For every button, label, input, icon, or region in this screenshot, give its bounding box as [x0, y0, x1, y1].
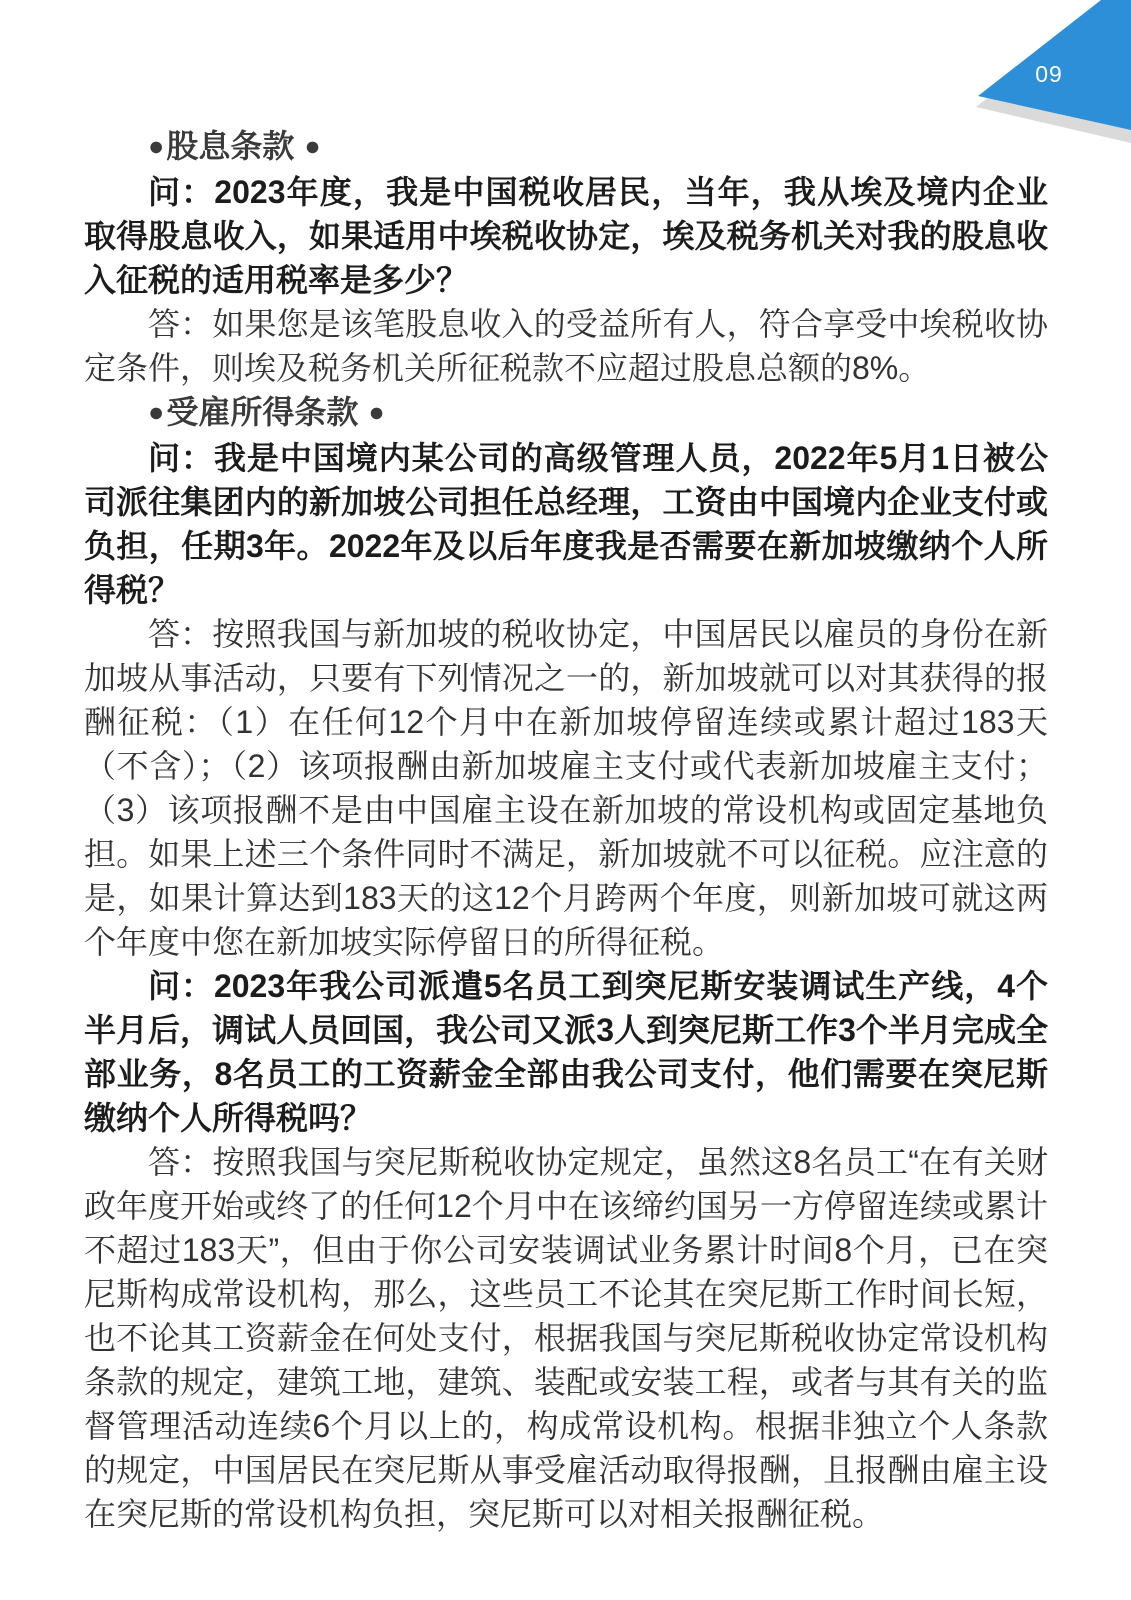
bullet-icon: ● — [148, 131, 165, 161]
bullet-icon: ● — [148, 397, 165, 427]
section-heading-employment-income-label: 受雇所得条款 — [166, 394, 359, 430]
question-dividend-rate: 问：2023年度，我是中国税收居民，当年，我从埃及境内企业取得股息收入，如果适用中埃税收协定，埃及税务机关对我的股息收入征税的适用税率是多少？ — [84, 174, 1048, 298]
section-heading-employment-income — [84, 390, 1048, 436]
section-heading-dividend-label: 股息条款 — [166, 128, 295, 164]
answer-dividend-rate: 答：如果您是该笔股息收入的受益所有人，符合享受中埃税收协定条件，则埃及税务机关所征税款不应超过股息总额的8%。 — [84, 306, 1048, 386]
question-singapore-manager: 问：我是中国境内某公司的高级管理人员，2022年5月1日被公司派往集团内的新加坡公司担任总经理，工资由中国境内企业支付或负担，任期3年。2022年及以后年度我是否需要在新加坡缴纳个人所得税？ — [84, 440, 1048, 608]
question-tunisia-employees: 问：2023年我公司派遣5名员工到突尼斯安装调试生产线，4个半月后，调试人员回国，我公司又派3人到突尼斯工作3个半月完成全部业务，8名员工的工资薪金全部由我公司支付，他们需要在突尼斯缴纳个人所得税吗？ — [84, 968, 1048, 1136]
answer-singapore-manager: 答：按照我国与新加坡的税收协定，中国居民以雇员的身份在新加坡从事活动，只要有下列情况之一的，新加坡就可以对其获得的报酬征税：（1）在任何12个月中在新加坡停留连续或累计超过183天（不含）；（2）该项报酬由新加坡雇主支付或代表新加坡雇主支付；（3）该项报酬不是由中国雇主设在新加坡的常设机构或固定基地负担。如果上述三个条件同时不满足，新加坡就不可以征税。应注意的是，如果计算达到183天的这12个月跨两个年度，则新加坡可就这两个年度中您在新加坡实际停留日的所得征税。 — [84, 616, 1048, 960]
bullet-icon: ● — [304, 131, 321, 161]
page-number: 09 — [1035, 61, 1063, 87]
section-heading-dividend — [84, 124, 1048, 170]
answer-tunisia-employees: 答：按照我国与突尼斯税收协定规定，虽然这8名员工“在有关财政年度开始或终了的任何12个月中在该缔约国另一方停留连续或累计不超过183天”，但由于你公司安装调试业务累计时间8个月，已在突尼斯构成常设机构，那么，这些员工不论其在突尼斯工作时间长短，也不论其工资薪金在何处支付，根据我国与突尼斯税收协定常设机构条款的规定，建筑工地，建筑、装配或安装工程，或者与其有关的监督管理活动连续6个月以上的，构成常设机构。根据非独立个人条款的规定，中国居民在突尼斯从事受雇活动取得报酬，且报酬由雇主设在突尼斯的常设机构负担，突尼斯可以对相关报酬征税。 — [84, 1144, 1048, 1532]
document-content — [84, 124, 1048, 1536]
bullet-icon: ● — [368, 397, 385, 427]
